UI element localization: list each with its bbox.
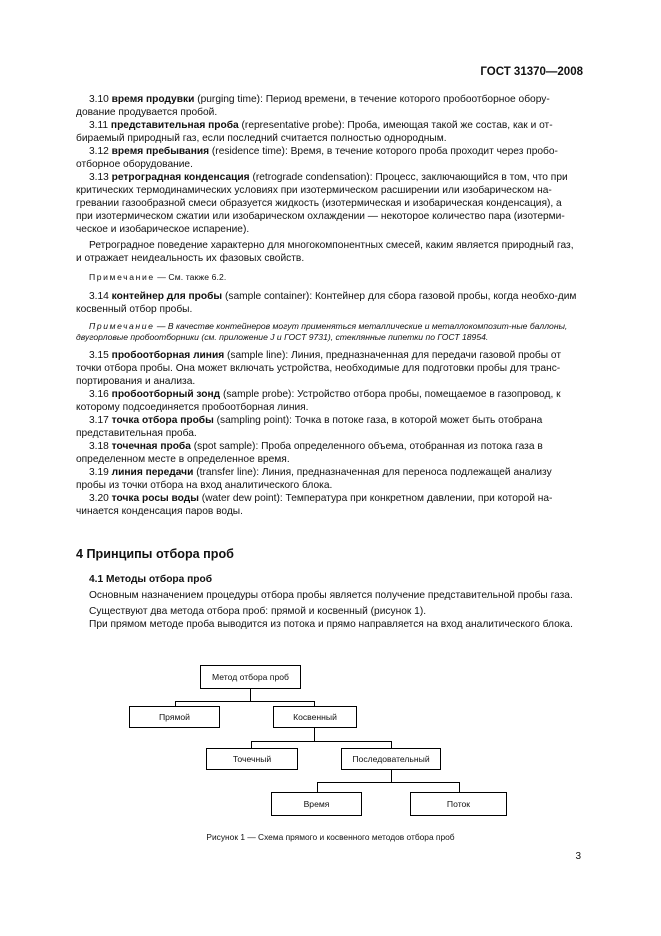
diagram-label-indirect: Косвенный (293, 712, 337, 722)
definition-3-10 (76, 93, 580, 119)
def-num: 3.20 (89, 493, 109, 504)
def-num: 3.13 (89, 172, 109, 183)
def-en: (sample line) (227, 350, 286, 361)
def-num: 3.19 (89, 467, 109, 478)
note-label: Примечание (89, 272, 155, 282)
note-2 (76, 321, 580, 343)
def-num: 3.18 (89, 441, 109, 452)
def-num: 3.17 (89, 415, 109, 426)
def-num: 3.14 (89, 291, 109, 302)
connector-sequential-bottom (391, 769, 392, 783)
def-text: : Линия, предназначенная для переноса подлежащей анализу пробы из точки отбора на вход аналитического блока. (76, 467, 552, 491)
def-text: : Линия, предназначенная для передачи газовой пробы от точки отбора пробы. Она может включать устройства, необходимые для подготовки пробы для транс-портирования и анализа. (76, 350, 562, 387)
def-num: 3.15 (89, 350, 109, 361)
def-en: (residence time) (211, 146, 285, 157)
def-num: 3.16 (89, 389, 109, 400)
note-text: — См. также 6.2. (157, 272, 227, 282)
diagram-box-spot (206, 748, 298, 770)
def-term: линия передачи (111, 467, 194, 478)
diagram-label-direct: Прямой (158, 712, 190, 722)
def-en: (transfer line) (196, 467, 257, 478)
def-text: : Время, в течение которого проба проходит через пробо-отборное оборудование. (76, 146, 558, 170)
def-text: : Контейнер для сбора газовой пробы, когда необхо-дим косвенный отбор пробы. (76, 291, 577, 315)
def-num: 3.11 (89, 120, 109, 131)
diagram-label-flow: Поток (446, 799, 471, 809)
def-term: контейнер для пробы (111, 291, 223, 302)
def-num: 3.12 (89, 146, 109, 157)
definition-3-11 (76, 119, 580, 145)
def-en: (sample container) (224, 291, 310, 302)
def-text: : Устройство отбора пробы, помещаемое в газопровод, к которому подсоединяется пробоотборная линия. (76, 389, 561, 413)
def-text: : Точка в потоке газа, в которой может быть отобрана представительная проба. (76, 415, 543, 439)
diagram-label-time: Время (303, 799, 330, 809)
definitions-block (76, 93, 580, 518)
section-body (76, 589, 580, 631)
definition-3-14 (76, 290, 580, 316)
connector-level2-horizontal (251, 741, 392, 742)
def-term: точечная проба (111, 441, 191, 452)
section-paragraph-2: Существуют два метода отбора проб: прямой и косвенный (рисунок 1). (89, 606, 427, 617)
diagram-box-root (200, 665, 301, 689)
diagram-label-sequential: Последовательный (352, 754, 430, 764)
section-paragraph-3: При прямом методе проба выводится из потока и прямо направляется на вход аналитического блока. (89, 619, 573, 630)
def-en: (retrograde condensation) (252, 172, 370, 183)
definition-3-17 (76, 414, 580, 440)
note-1 (76, 271, 580, 284)
def-term: ретроградная конденсация (111, 172, 250, 183)
definition-3-16 (76, 388, 580, 414)
section-title: 4 Принципы отбора проб (76, 547, 234, 561)
def-en: (purging time) (197, 94, 261, 105)
def-text: : Процесс, заключающийся в том, что при критических термодинамических условиях при изотермическом расширении или изобарическом на-гревании газообразной смеси образуется жидкость (изотермическая и изобарическая конденсация), а при изотермическом сжатии или изобарическом охлаждении — некоторое количество пара (изотерми-ческое и изобарическое испарение). (76, 172, 568, 235)
page-number: 3 (575, 851, 581, 862)
def-en: (spot sample) (193, 441, 256, 452)
connector-level1-horizontal (175, 701, 315, 702)
def-term: точка отбора пробы (111, 415, 214, 426)
diagram-box-indirect (273, 706, 357, 728)
def-en: (sampling point) (216, 415, 290, 426)
figure-caption: Рисунок 1 — Схема прямого и косвенного методов отбора проб (206, 832, 455, 842)
diagram-box-flow (410, 792, 507, 816)
subsection-title: 4.1 Методы отбора проб (89, 574, 213, 585)
definition-3-13 (76, 171, 580, 236)
def-text: : Проба, имеющая такой же состав, как и от-бираемый природный газ, если последний считается полностью однородным. (76, 120, 553, 144)
def-en: (representative probe) (241, 120, 342, 131)
def-term: точка росы воды (111, 493, 199, 504)
definition-3-18 (76, 440, 580, 466)
def-text: : Период времени, в течение которого пробоотборное обору-дование продувается пробой. (76, 94, 550, 118)
definition-3-12 (76, 145, 580, 171)
diagram-box-direct (129, 706, 220, 728)
def-term: время пребывания (111, 146, 210, 157)
def-en: (water dew point) (201, 493, 280, 504)
connector-level3-horizontal (317, 782, 460, 783)
section-paragraph-1: Основным назначением процедуры отбора пробы является получение представительной пробы газа. (89, 590, 573, 601)
def-text: : Проба определенного объема, отобранная из потока газа в определенном месте в определенное время. (76, 441, 543, 465)
diagram-box-sequential (341, 748, 441, 770)
def-text: : Температура при конкретном давлении, при которой на-чинается конденсация паров воды. (76, 493, 553, 517)
retrograde-paragraph: Ретроградное поведение характерно для многокомпонентных смесей, каким является природный газ, и отражает неидеальность их фазовых свойств. (76, 240, 574, 264)
definition-3-20 (76, 492, 580, 518)
def-term: время продувки (111, 94, 195, 105)
note-label: Примечание (89, 321, 155, 331)
diagram-label-root: Метод отбора проб (212, 672, 289, 682)
page-header: ГОСТ 31370—2008 (480, 66, 583, 78)
def-num: 3.10 (89, 94, 109, 105)
definition-3-19 (76, 466, 580, 492)
note-text: — В качестве контейнеров могут применяться металлические и металлокомпозит-ные баллоны, двугорловые пробоотборники (см. приложение J и ГОСТ 9731), стеклянные пипетки по ГОСТ 18954. (76, 321, 568, 342)
def-term: пробоотборный зонд (111, 389, 221, 400)
diagram-label-spot: Точечный (232, 754, 272, 764)
def-term: представительная проба (110, 120, 239, 131)
definition-3-15 (76, 349, 580, 388)
connector-root-down (250, 688, 251, 702)
diagram-box-time (271, 792, 362, 816)
def-en: (sample probe) (222, 389, 292, 400)
def-term: пробоотборная линия (111, 350, 225, 361)
connector-indirect-bottom (314, 727, 315, 742)
